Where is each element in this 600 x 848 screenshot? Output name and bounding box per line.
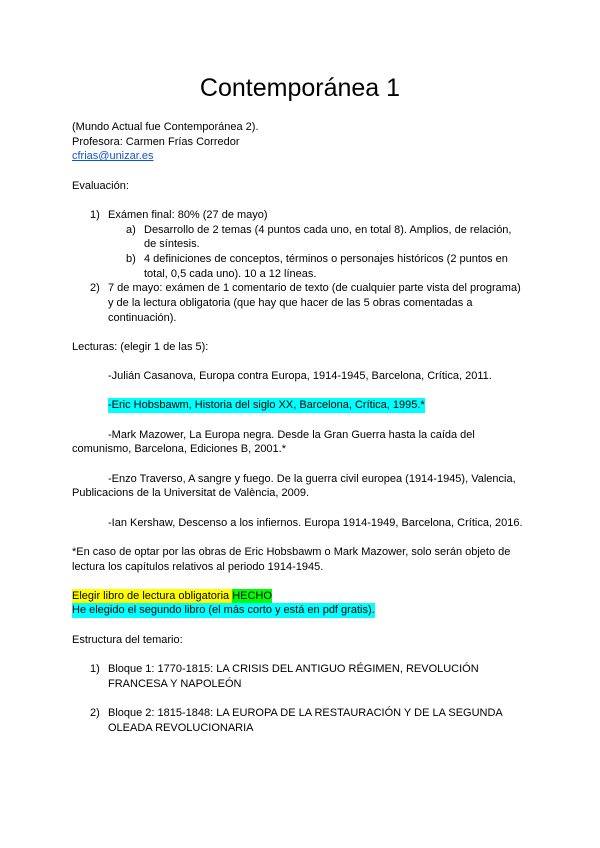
evaluation-heading: Evaluación: (72, 179, 129, 192)
spacer (72, 530, 530, 545)
choice-line (72, 604, 530, 619)
evaluation-item-text-commentary (72, 281, 530, 325)
evaluation-subitem-definitions (72, 252, 530, 281)
list-marker: 1) (90, 663, 100, 676)
reading-item-highlighted (72, 398, 530, 413)
page-title: Contemporánea 1 (199, 74, 401, 102)
email-link[interactable]: cfrias@unizar.es (72, 150, 154, 163)
list-marker: 2) (90, 707, 100, 720)
spacer (72, 691, 530, 706)
syllabus-block-1 (72, 662, 530, 691)
list-marker: 2) (90, 282, 100, 295)
evaluation-subitem-text: Desarrollo de 2 temas (4 puntos cada uno, en total 8). Amplios, de relación, de síntesis. (144, 223, 512, 251)
status-badge: HECHO (232, 589, 272, 602)
reading-item: -Ian Kershaw, Descenso a los infiernos. Europa 1914-1949, Barcelona, Crítica, 2016. (108, 516, 523, 529)
evaluation-subitem-text: 4 definiciones de conceptos, términos o personajes históricos (2 puntos en total, 0,5 cada uno). 10 a 12 líneas. (144, 252, 508, 280)
task-status-line (72, 589, 530, 604)
spacer (72, 501, 530, 516)
reading-item: -Mark Mazower, La Europa negra. Desde la Gran Guerra hasta la caída del comunismo, Barcelona, Ediciones B, 2001.* (72, 428, 475, 456)
sublist-marker: b) (126, 252, 136, 265)
spacer (72, 413, 530, 428)
document-body (72, 120, 530, 735)
spacer (72, 618, 530, 633)
spacer (72, 354, 530, 369)
syllabus-block-text: Bloque 2: 1815-1848: LA EUROPA DE LA RESTAURACIÓN Y DE LA SEGUNDA OLEADA REVOLUCIONARIA (108, 707, 503, 734)
course-note: (Mundo Actual fue Contemporánea 2). (72, 121, 259, 133)
spacer (72, 574, 530, 589)
evaluation-item-text: 7 de mayo: exámen de 1 comentario de texto (de cualquier parte vista del programa) y de la lectura obligatoria (que hay que hacer de las 5 obras comentadas a continuación). (108, 282, 521, 324)
list-marker: 1) (90, 208, 100, 221)
syllabus-heading: Estructura del temario: (72, 633, 183, 646)
evaluation-item-final-exam (72, 208, 530, 223)
choice-text: He elegido el segundo libro (el más corto y está en pdf gratis). (72, 604, 375, 617)
evaluation-subitem-essays (72, 223, 530, 252)
spacer (72, 384, 530, 399)
readings-heading: Lecturas: (elegir 1 de las 5): (72, 340, 209, 353)
evaluation-item-text: Exámen final: 80% (27 de mayo) (108, 208, 268, 221)
spacer (72, 164, 530, 179)
sublist-marker: a) (126, 223, 136, 236)
spacer (72, 193, 530, 208)
spacer (72, 647, 530, 662)
reading-item: -Julián Casanova, Europa contra Europa, 1914-1945, Barcelona, Crítica, 2011. (108, 370, 492, 383)
spacer (72, 325, 530, 340)
task-text: Elegir libro de lectura obligatoria (72, 589, 232, 603)
syllabus-block-2 (72, 706, 530, 735)
spacer (72, 457, 530, 472)
syllabus-block-text: Bloque 1: 1770-1815: LA CRISIS DEL ANTIGUO RÉGIMEN, REVOLUCIÓN FRANCESA Y NAPOLEÓN (108, 663, 479, 690)
professor-line: Profesora: Carmen Frías Corredor (72, 135, 240, 148)
email-line (72, 149, 530, 164)
reading-item: -Enzo Traverso, A sangre y fuego. De la guerra civil europea (1914-1945), Valencia, Publicacions de la Universitat de València, 2009. (72, 472, 516, 500)
readings-footnote: *En caso de optar por las obras de Eric Hobsbawm o Mark Mazower, solo serán objeto de lectura los capítulos relativos al periodo 1914-1945. (72, 545, 511, 573)
highlighted-reading-text: -Eric Hobsbawm, Historia del siglo XX, Barcelona, Crítica, 1995.* (108, 399, 425, 412)
